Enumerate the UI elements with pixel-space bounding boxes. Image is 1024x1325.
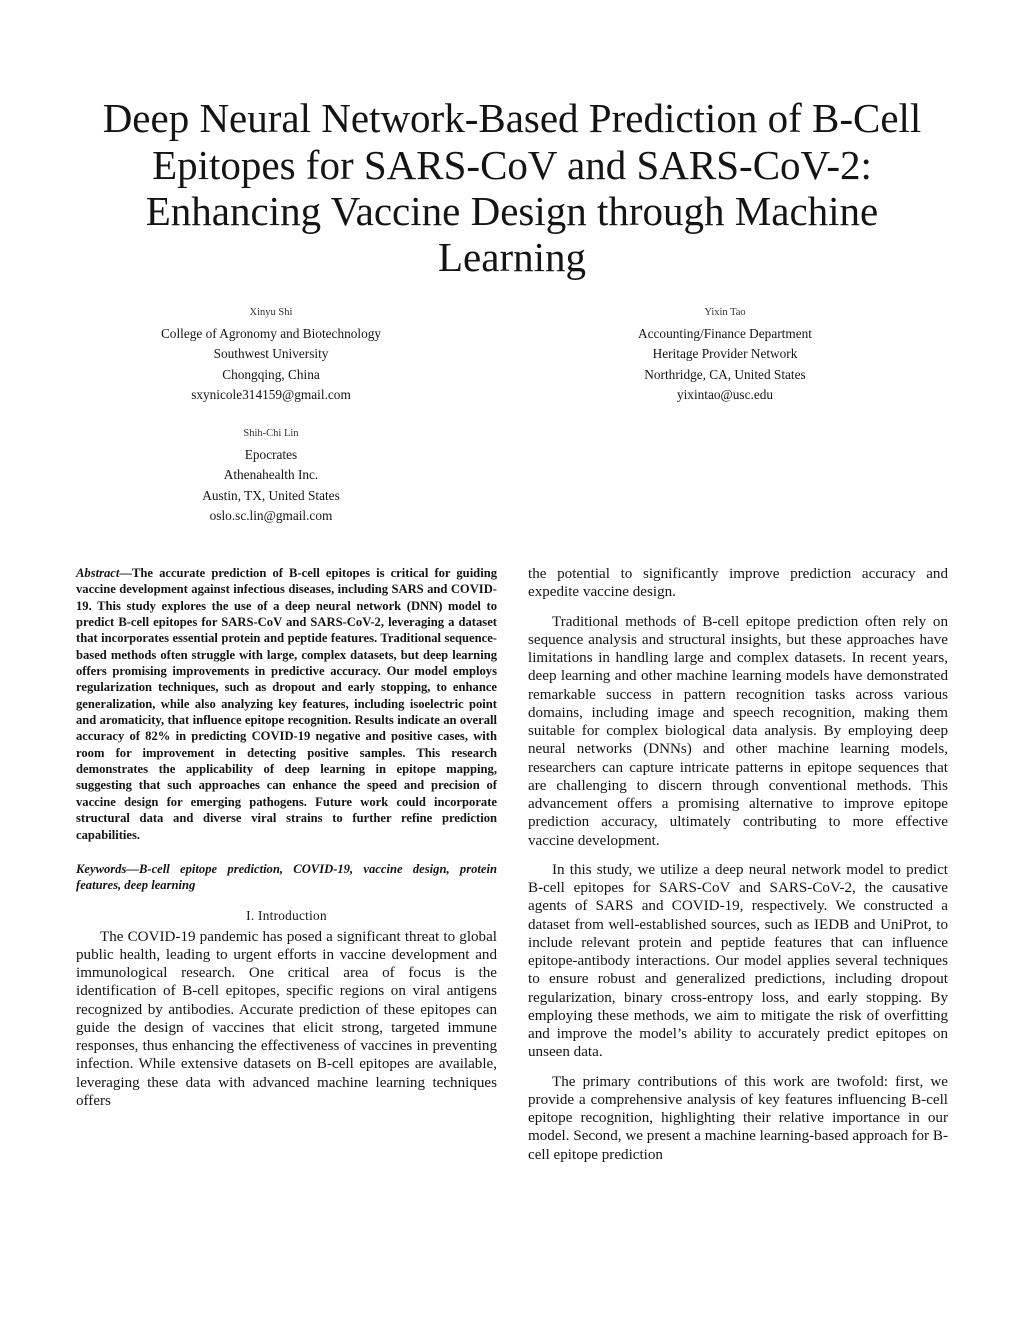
keywords xyxy=(76,861,497,894)
author-location: Northridge, CA, United States xyxy=(644,366,806,382)
author-affiliation: Athenahealth Inc. xyxy=(223,467,319,483)
author-affiliation: College of Agronomy and Biotechnology xyxy=(160,325,382,341)
author-block-3 xyxy=(106,424,436,527)
author-location: Chongqing, China xyxy=(222,366,320,382)
author-location: Austin, TX, United States xyxy=(202,487,340,503)
author-name: Yixin Tao xyxy=(704,307,746,318)
author-name: Xinyu Shi xyxy=(249,307,293,318)
body-paragraph: In this study, we utilize a deep neural network model to predict B-cell epitopes for SARS-CoV and SARS-CoV-2, the causative agents of SARS and COVID-19, respectively. We constructed a dataset from well-established sources, such as IEDB and UniProt, to include relevant protein and peptide features that can influence epitope-antibody interactions. Our model applies several techniques to ensure robust and generalized predictions, including dropout regularization, binary cross-entropy loss, and early stopping. By employing these methods, we aim to mitigate the risk of overfitting and improve the model’s ability to accurately predict epitopes on unseen data. xyxy=(528,861,948,1061)
author-email: sxynicole314159@gmail.com xyxy=(191,387,351,403)
left-column xyxy=(76,565,497,1120)
title-line: Deep Neural Network-Based Prediction of B-Cell xyxy=(102,95,922,141)
body-paragraph: Traditional methods of B-cell epitope prediction often rely on sequence analysis and structural insights, but these approaches have limitations in handling large and complex datasets. In recent years, deep learning and other machine learning models have demonstrated remarkable success in pattern recognition tasks across various domains, including image and speech recognition, making them suitable for complex biological data analysis. By employing deep neural networks (DNNs) and other machine learning models, researchers can capture intricate patterns in epitope sequences that are challenging to discern through conventional methods. This advancement offers a promising alternative to improve epitope prediction accuracy, ultimately contributing to more effective vaccine development. xyxy=(528,613,948,849)
abstract xyxy=(76,565,497,843)
author-affiliation: Epocrates xyxy=(244,446,298,462)
author-block-2 xyxy=(560,303,890,406)
title-line: Learning xyxy=(438,234,586,280)
body-paragraph: The COVID-19 pandemic has posed a significant threat to global public health, leading to urgent efforts in vaccine development and immunological research. One critical area of focus is the identification of B-cell epitopes, specific regions on viral antigens recognized by antibodies. Accurate prediction of these epitopes can guide the design of vaccines that elicit strong, targeted immune responses, thus enhancing the effectiveness of vaccines in preventing infection. While extensive datasets on B-cell epitopes are available, leveraging these data with advanced machine learning techniques offers xyxy=(76,928,497,1109)
body-paragraph: the potential to significantly improve prediction accuracy and expedite vaccine design. xyxy=(528,566,948,601)
body-paragraph: The primary contributions of this work are twofold: first, we provide a comprehensive analysis of key features influencing B-cell epitope recognition, highlighting their relative importance in our model. Second, we present a machine learning-based approach for B-cell epitope prediction xyxy=(528,1073,948,1163)
title-line: Enhancing Vaccine Design through Machine xyxy=(145,188,879,234)
author-affiliation: Southwest University xyxy=(213,346,329,362)
abstract-text: —The accurate prediction of B-cell epitopes is critical for guiding vaccine development against infectious diseases, including SARS and COVID-19. This study explores the use of a deep neural network (DNN) model to predict B-cell epitopes for SARS-CoV and SARS-CoV-2, leveraging a dataset that incorporates essential protein and peptide features. Traditional sequence-based methods often struggle with large, complex datasets, but deep learning offers promising improvements in predictive accuracy. Our model employs regularization techniques, such as dropout and early stopping, to enhance generalization, while also analyzing key features, including isoelectric point and aromaticity, that influence epitope recognition. Results indicate an overall accuracy of 82% in predicting COVID-19 negative and positive cases, with room for improvement in detecting positive samples. This research demonstrates the applicability of deep learning in epitope mapping, suggesting that such approaches can enhance the speed and precision of vaccine design for emerging pathogens. Future work could incorporate structural data and diverse viral strains to further refine prediction capabilities. xyxy=(76,566,497,842)
abstract-label: Abstract xyxy=(76,566,120,580)
keywords-label: Keywords xyxy=(76,861,127,876)
author-email: oslo.sc.lin@gmail.com xyxy=(209,508,333,524)
keywords-text: —B-cell epitope prediction, COVID-19, vaccine design, protein features, deep learning xyxy=(76,861,497,893)
author-name: Shih-Chi Lin xyxy=(243,428,299,439)
right-column xyxy=(528,565,948,1175)
section-heading: I. Introduction xyxy=(246,907,327,923)
title-line: Epitopes for SARS-CoV and SARS-CoV-2: xyxy=(152,142,872,188)
author-block-1 xyxy=(106,303,436,406)
author-email: yixintao@usc.edu xyxy=(676,387,774,403)
author-affiliation: Heritage Provider Network xyxy=(652,346,798,362)
author-affiliation: Accounting/Finance Department xyxy=(638,325,812,341)
